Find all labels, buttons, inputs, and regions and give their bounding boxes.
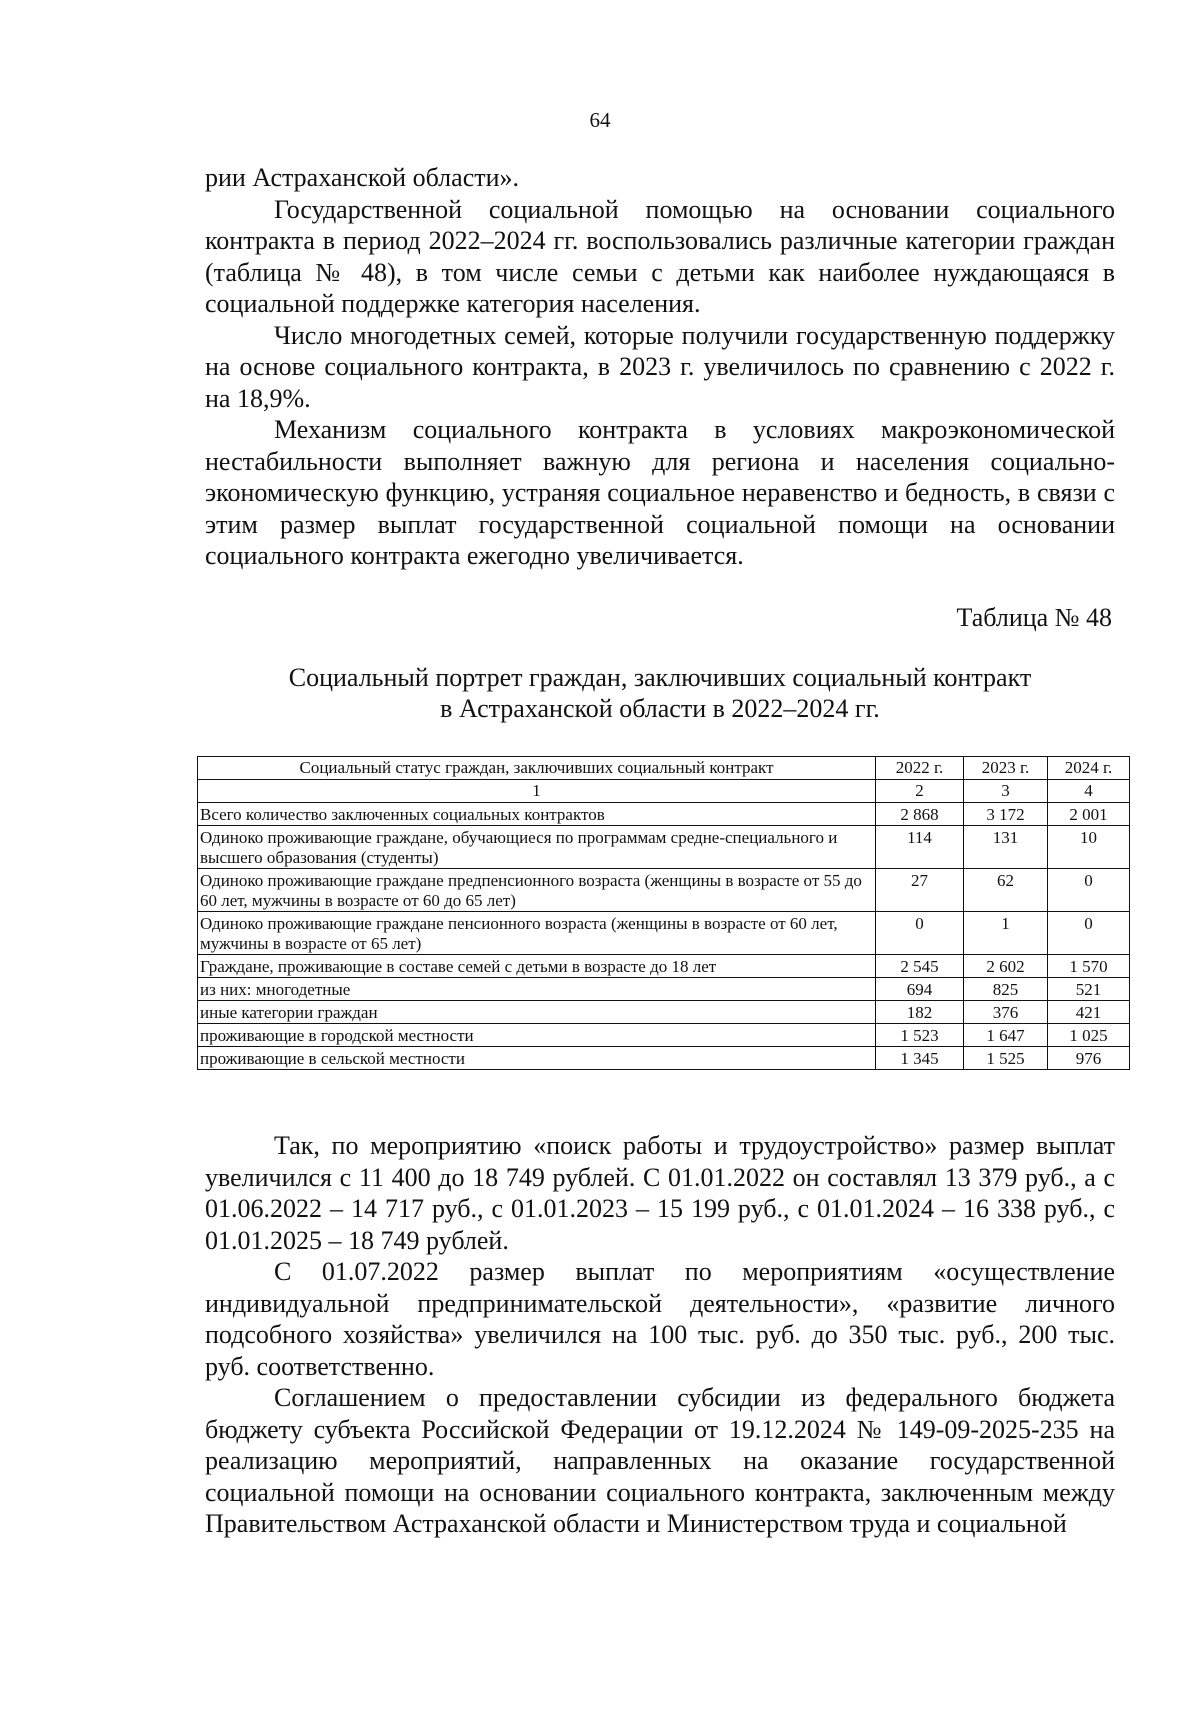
paragraph: рии Астраханской области».	[205, 163, 520, 192]
column-number: 1	[198, 780, 876, 803]
table-row	[198, 978, 1130, 1001]
paragraph: Соглашением о предоставлении субсидии из федерального бюджета бюджету субъекта Российской Федерации от 19.12.2024 № 149-09-2025-235 на реализацию мероприятий, направленных на оказание государственной социальной помощи на основании социального контракта, заключенным между Правительством Астраханской области и Министерством труда и социальной	[205, 1383, 1115, 1538]
table-header-row	[198, 757, 1130, 780]
row-label-cell: Одиноко проживающие граждане пенсионного возраста (женщины в возрасте от 60 лет, мужчины в возрасте от 65 лет)	[198, 912, 876, 955]
value-2022-cell: 2 868	[876, 803, 964, 826]
value-2023-cell: 3 172	[964, 803, 1048, 826]
column-number: 3	[964, 780, 1048, 803]
row-label-cell: Одиноко проживающие граждане предпенсионного возраста (женщины в возрасте от 55 до 60 лет, мужчины в возрасте от 60 до 65 лет)	[198, 869, 876, 912]
paragraph: Так, по мероприятию «поиск работы и трудоустройство» размер выплат увеличился с 11 400 до 18 749 рублей. С 01.01.2022 он составлял 13 379 руб., а с 01.06.2022 – 14 717 руб., с 01.01.2023 – 15 199 руб., с 01.01.2024 – 16 338 руб., с 01.01.2025 – 18 749 рублей.	[205, 1131, 1115, 1255]
data-table-container	[197, 756, 1129, 1070]
row-label-cell: Одиноко проживающие граждане, обучающиеся по программам средне-специального и высшего образования (студенты)	[198, 826, 876, 869]
table-body	[198, 803, 1130, 1070]
paragraph: Число многодетных семей, которые получили государственную поддержку на основе социального контракта, в 2023 г. увеличилось по сравнению с 2022 г. на 18,9%.	[205, 320, 1115, 413]
row-label-cell: из них: многодетные	[198, 978, 876, 1001]
table-row	[198, 1024, 1130, 1047]
table-row	[198, 803, 1130, 826]
table-title-line: в Астраханской области в 2022–2024 гг.	[440, 694, 880, 723]
table-title	[200, 662, 1120, 724]
value-2024-cell: 0	[1048, 869, 1130, 912]
row-label-cell: Всего количество заключенных социальных контрактов	[198, 803, 876, 826]
paragraph: Государственной социальной помощью на основании социального контракта в период 2022–2024 гг. воспользовались различные категории граждан (таблица № 48), в том числе семьи с детьми как наиболее нуждающаяся в социальной поддержке категория населения.	[205, 194, 1115, 318]
value-2022-cell: 182	[876, 1001, 964, 1024]
column-header: 2023 г.	[964, 757, 1048, 780]
value-2023-cell: 1 647	[964, 1024, 1048, 1047]
row-label-cell: проживающие в сельской местности	[198, 1047, 876, 1070]
value-2023-cell: 825	[964, 978, 1048, 1001]
value-2024-cell: 0	[1048, 912, 1130, 955]
paragraph: С 01.07.2022 размер выплат по мероприятиям «осуществление индивидуальной предпринимательской деятельности», «развитие личного подсобного хозяйства» увеличился на 100 тыс. руб. до 350 тыс. руб., 200 тыс. руб. соответственно.	[205, 1257, 1115, 1381]
value-2024-cell: 521	[1048, 978, 1130, 1001]
table-row	[198, 955, 1130, 978]
value-2023-cell: 1	[964, 912, 1048, 955]
value-2024-cell: 10	[1048, 826, 1130, 869]
column-number: 2	[876, 780, 964, 803]
column-number: 4	[1048, 780, 1130, 803]
value-2024-cell: 421	[1048, 1001, 1130, 1024]
table-row	[198, 912, 1130, 955]
table-title-line: Социальный портрет граждан, заключивших социальный контракт	[288, 663, 1032, 692]
value-2022-cell: 694	[876, 978, 964, 1001]
bottom-text-block	[205, 1130, 1115, 1540]
value-2023-cell: 131	[964, 826, 1048, 869]
table-row	[198, 1001, 1130, 1024]
top-text-block	[205, 162, 1115, 572]
value-2023-cell: 1 525	[964, 1047, 1048, 1070]
value-2022-cell: 27	[876, 869, 964, 912]
value-2024-cell: 1 570	[1048, 955, 1130, 978]
column-header: 2024 г.	[1048, 757, 1130, 780]
value-2022-cell: 2 545	[876, 955, 964, 978]
table-row	[198, 1047, 1130, 1070]
value-2024-cell: 976	[1048, 1047, 1130, 1070]
row-label-cell: иные категории граждан	[198, 1001, 876, 1024]
value-2022-cell: 1 345	[876, 1047, 964, 1070]
value-2022-cell: 1 523	[876, 1024, 964, 1047]
column-number-row	[198, 780, 1130, 803]
table-caption: Таблица № 48	[956, 603, 1112, 632]
value-2023-cell: 2 602	[964, 955, 1048, 978]
data-table	[197, 756, 1130, 1070]
row-label-cell: проживающие в городской местности	[198, 1024, 876, 1047]
paragraph: Механизм социального контракта в условиях макроэкономической нестабильности выполняет важную для региона и населения социально-экономическую функцию, устраняя социальное неравенство и бедность, в связи с этим размер выплат государственной социальной помощи на основании социального контракта ежегодно увеличивается.	[205, 415, 1115, 570]
value-2023-cell: 376	[964, 1001, 1048, 1024]
page-number: 64	[589, 108, 611, 132]
value-2024-cell: 2 001	[1048, 803, 1130, 826]
row-label-cell: Граждане, проживающие в составе семей с детьми в возрасте до 18 лет	[198, 955, 876, 978]
value-2022-cell: 114	[876, 826, 964, 869]
value-2024-cell: 1 025	[1048, 1024, 1130, 1047]
table-row	[198, 826, 1130, 869]
column-header: 2022 г.	[876, 757, 964, 780]
value-2022-cell: 0	[876, 912, 964, 955]
column-header: Социальный статус граждан, заключивших социальный контракт	[198, 757, 876, 780]
table-row	[198, 869, 1130, 912]
value-2023-cell: 62	[964, 869, 1048, 912]
